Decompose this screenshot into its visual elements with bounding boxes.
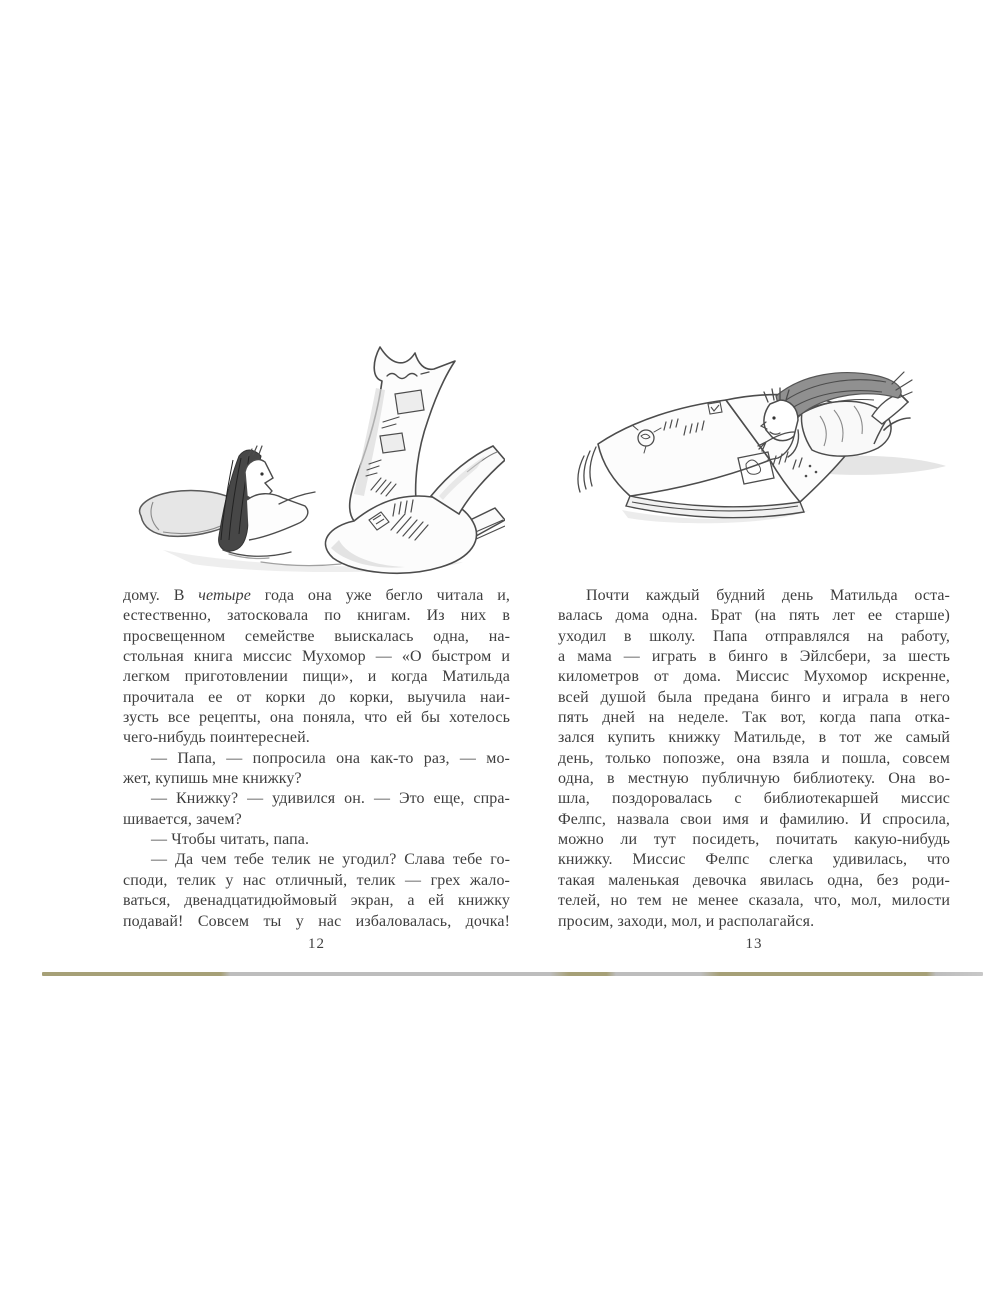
text-line: такая маленькая девочка явилась одна, без роди- bbox=[558, 871, 950, 889]
text-line: прочитала ее от корки до корки, выучила наи- bbox=[123, 688, 510, 706]
text-line: книжку. Миссис Фелпс слегка удивилась, что bbox=[558, 851, 950, 869]
text-line: — Чтобы читать, папа. bbox=[151, 831, 310, 849]
text-line: жет, купишь мне книжку? bbox=[123, 770, 302, 788]
text-line: зусть все рецепты, она поняла, что ей бы хотелось bbox=[123, 709, 510, 727]
text-line: споди, телик у нас отличный, телик — грех жало- bbox=[123, 871, 510, 889]
text-line: зался купить книжку Матильде, в тот же самый bbox=[558, 729, 950, 747]
text-line: подавай! Совсем ты у нас избаловалась, дочка! bbox=[123, 912, 510, 930]
text-line: чего-нибудь поинтересней. bbox=[123, 729, 310, 747]
girl-reading-giant-newspaper-illustration bbox=[133, 344, 505, 578]
text-line: стольная книга миссис Мухомор — «О быстром и bbox=[123, 648, 510, 666]
page-number-left: 12 bbox=[308, 936, 325, 952]
text-line: Почти каждый будний день Матильда оста- bbox=[586, 587, 950, 604]
text-line: день, только попозже, она взяла и пошла, совсем bbox=[558, 749, 950, 767]
page-13-text-column bbox=[558, 586, 950, 932]
text-line: всей душой была предана бинго и играла в него bbox=[558, 688, 950, 706]
page-12-text-column bbox=[123, 586, 510, 932]
text-line: шла, поздоровалась с библиотекаршей миссис bbox=[558, 790, 950, 808]
page-number-right: 13 bbox=[745, 936, 763, 952]
text-line: а мама — играть в бинго в Эйлсбери, за шесть bbox=[558, 648, 950, 666]
text-line: одна, в местную публичную библиотеку. Она во- bbox=[558, 770, 950, 788]
text-line: километров от дома. Миссис Мухомор искренне, bbox=[558, 668, 950, 686]
text-line: ваться, двенадцатидюймовый экран, а ей книжку bbox=[123, 892, 510, 910]
text-line: шивается, зачем? bbox=[123, 810, 242, 828]
text-line: — Да чем тебе телик не угодил? Слава тебе го- bbox=[151, 851, 510, 869]
text-line: дому. В четыре года она уже бегло читала и, bbox=[123, 587, 510, 604]
text-line: легком приготовлении пищи», и когда Матильда bbox=[123, 668, 510, 686]
text-line: уходил в школу. Папа отправлялся на работу, bbox=[558, 627, 950, 645]
text-line: — Папа, — попросила она как-то раз, — мо- bbox=[151, 749, 510, 767]
text-line: можно ли тут посидеть, почитать какую-нибудь bbox=[558, 831, 950, 849]
text-line: телей, но тем не менее сказала, что, мол, милости bbox=[558, 892, 950, 910]
text-line: просим, заходи, мол, и располагайся. bbox=[558, 912, 815, 930]
page-bottom-edge-rule bbox=[42, 972, 983, 976]
text-line: — Книжку? — удивился он. — Это еще, спра- bbox=[151, 790, 510, 808]
text-line: просвещенном семействе выискалась одна, на- bbox=[123, 627, 510, 645]
text-line: пять дней на неделе. Так вот, когда папа отка- bbox=[558, 709, 950, 727]
girl-lying-on-floor-reading-book-illustration bbox=[562, 360, 950, 570]
text-line: естественно, затосковала по книгам. Из них в bbox=[123, 607, 510, 625]
text-line: валась дома одна. Брат (на пять лет ее старше) bbox=[558, 607, 950, 625]
text-line: Фелпс, назвала свои имя и фамилию. И спросила, bbox=[558, 810, 950, 828]
